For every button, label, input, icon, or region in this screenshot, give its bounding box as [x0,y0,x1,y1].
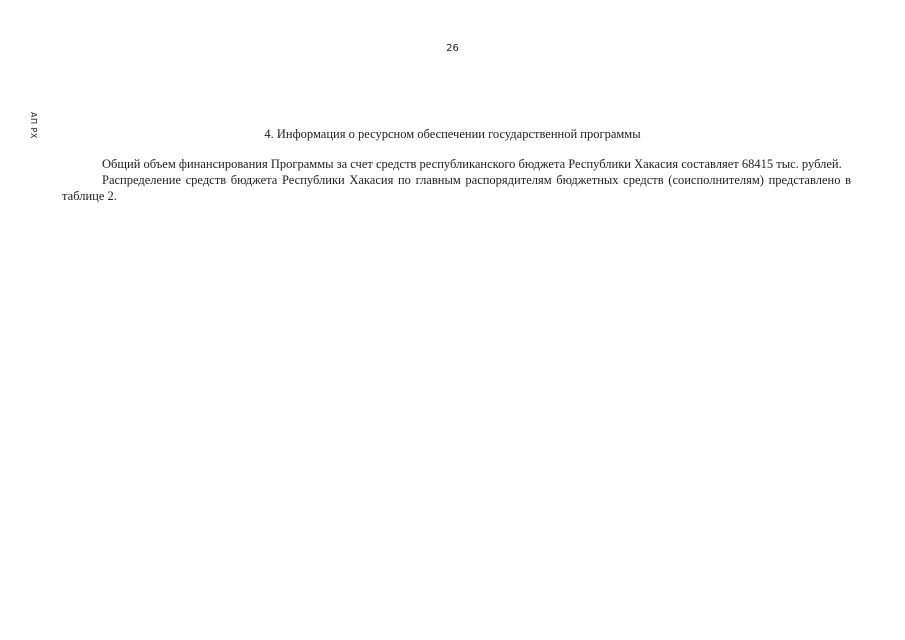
paragraph-financing-total: Общий объем финансирования Программы за счет средств республиканского бюджета Республики Хакасия составляет 68415 тыс. рублей. [102,157,842,171]
side-stamp: АП РХ [29,112,38,139]
section-title: 4. Информация о ресурсном обеспечении государственной программы [264,127,641,141]
section-body [62,156,851,204]
paragraph-distribution: Распределение средств бюджета Республики Хакасия по главным распорядителям бюджетных средств (соисполнителям) представлено в таблице 2. [62,173,851,203]
page-number: 26 [446,43,459,54]
